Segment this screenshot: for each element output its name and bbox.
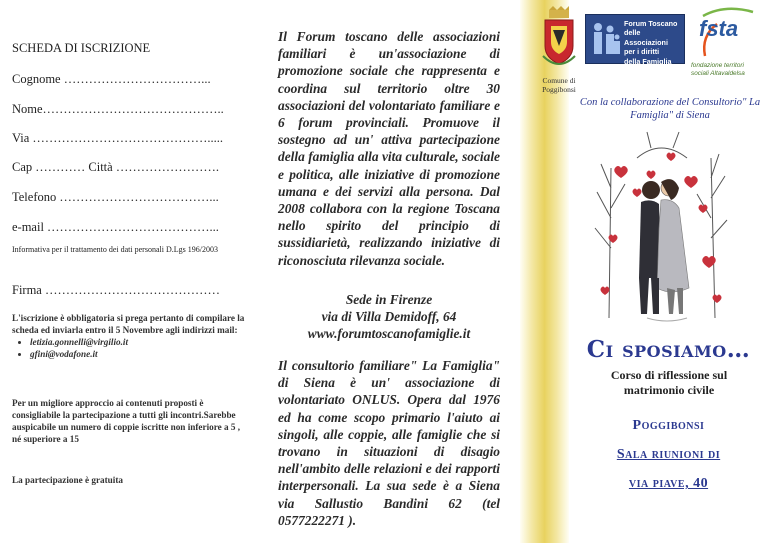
event-address: via piave, 40 bbox=[628, 476, 709, 491]
course-subtitle: Corso di riflessione sul matrimonio civile bbox=[610, 368, 728, 397]
email-field[interactable]: e-mail …………………………………... bbox=[12, 220, 219, 234]
registration-panel bbox=[0, 0, 262, 543]
forum-logo-text: Forum Toscano delle Associazioni per i diritti della Famiglia bbox=[624, 19, 678, 66]
collaboration-note: Con la collaborazione del Consultorio" La Famiglia" di Siena bbox=[579, 97, 761, 121]
consultorio-description: Il consultorio familiare" La Famiglia" di Siena è un' associazione di volontariato ONLUS. Opera dal 1976 ed ha come scopo primario l'aiuto ai singoli, alle coppie, alle famiglie che si trovano in situazioni di disagio nell'ambito delle relazioni e dei rapporti interpersonali. La sua sede è a Siena via Sallustio Bandini 62 (tel 0577222271 ). bbox=[278, 358, 500, 528]
form-title: SCHEDA DI ISCRIZIONE bbox=[12, 41, 151, 55]
email-address-1[interactable]: • letizia.gonnelli@virgilio.it bbox=[30, 336, 248, 348]
registration-instructions bbox=[12, 312, 248, 360]
comune-crest-icon bbox=[539, 6, 579, 76]
mandatory-text: L'iscrizione è obbligatoria si prega pertanto di compilare la scheda ed inviarla entro il 5 Novembre agli indirizzi mail: bbox=[12, 313, 245, 335]
fsta-mark-text: fsta bbox=[699, 16, 739, 41]
event-venue: Sala riunioni di bbox=[616, 447, 721, 462]
signature-field[interactable]: Firma …………………………………… bbox=[12, 283, 220, 297]
privacy-note: Informativa per il trattamento dei dati personali D.Lgs 196/2003 bbox=[12, 245, 218, 254]
forum-sede-address: via di Villa Demidoff, 64 bbox=[321, 309, 457, 324]
cover-title: Ci sposiamo… bbox=[586, 336, 751, 363]
couple-illustration bbox=[591, 128, 731, 324]
fsta-caption: fondazione territori sociali Altavaldelsa bbox=[691, 62, 745, 77]
phone-field[interactable]: Telefono ………………………………... bbox=[12, 190, 219, 204]
surname-field[interactable]: Cognome ……………………………... bbox=[12, 72, 211, 86]
forum-toscano-logo bbox=[585, 14, 685, 64]
email-address-2[interactable]: • gfini@vodafone.it bbox=[30, 348, 248, 360]
info-panel bbox=[268, 0, 500, 543]
forum-sede-title: Sede in Firenze bbox=[345, 292, 433, 307]
forum-description: Il Forum toscano delle associazioni familiari è un'associazione di promozione sociale che rappresenta e coordina sul territorio oltre 30 associazioni del volontariato familiare e 6 forum provinciali. Promuove il sostegno ad un' attiva partecipazione della famiglia alla vita culturale, sociale e politica, alle iniziative di promozione umana e dei servizi alla persona. Dal 2008 collabora con la regione Toscana nello spirito del principio di sussidiarietà, realizzando iniziative di riconosciuta rilevanza sociale. bbox=[278, 29, 500, 268]
free-participation: La partecipazione è gratuita bbox=[12, 475, 123, 485]
name-field[interactable]: Nome…………………………………….. bbox=[12, 102, 224, 116]
email-list bbox=[12, 336, 248, 360]
comune-caption: Comune di Poggibonsi bbox=[542, 76, 576, 94]
event-city: Poggibonsi bbox=[632, 418, 705, 433]
zip-city-field[interactable]: Cap ………… Città ……………………. bbox=[12, 160, 219, 174]
street-field[interactable]: Via ……………………………………..... bbox=[12, 131, 224, 145]
forum-website[interactable]: www.forumtoscanofamiglie.it bbox=[307, 326, 471, 341]
fsta-logo bbox=[691, 6, 767, 86]
family-figures-icon bbox=[590, 21, 620, 57]
participation-advice: Per un migliore approccio ai contenuti proposti è consigliabile la partecipazione a tutti gli incontri.Sarebbe auspicabile un numero di coppie iscritte non inferiore a 5 , né superiore a 15 bbox=[12, 398, 241, 444]
cover-panel bbox=[542, 0, 768, 543]
